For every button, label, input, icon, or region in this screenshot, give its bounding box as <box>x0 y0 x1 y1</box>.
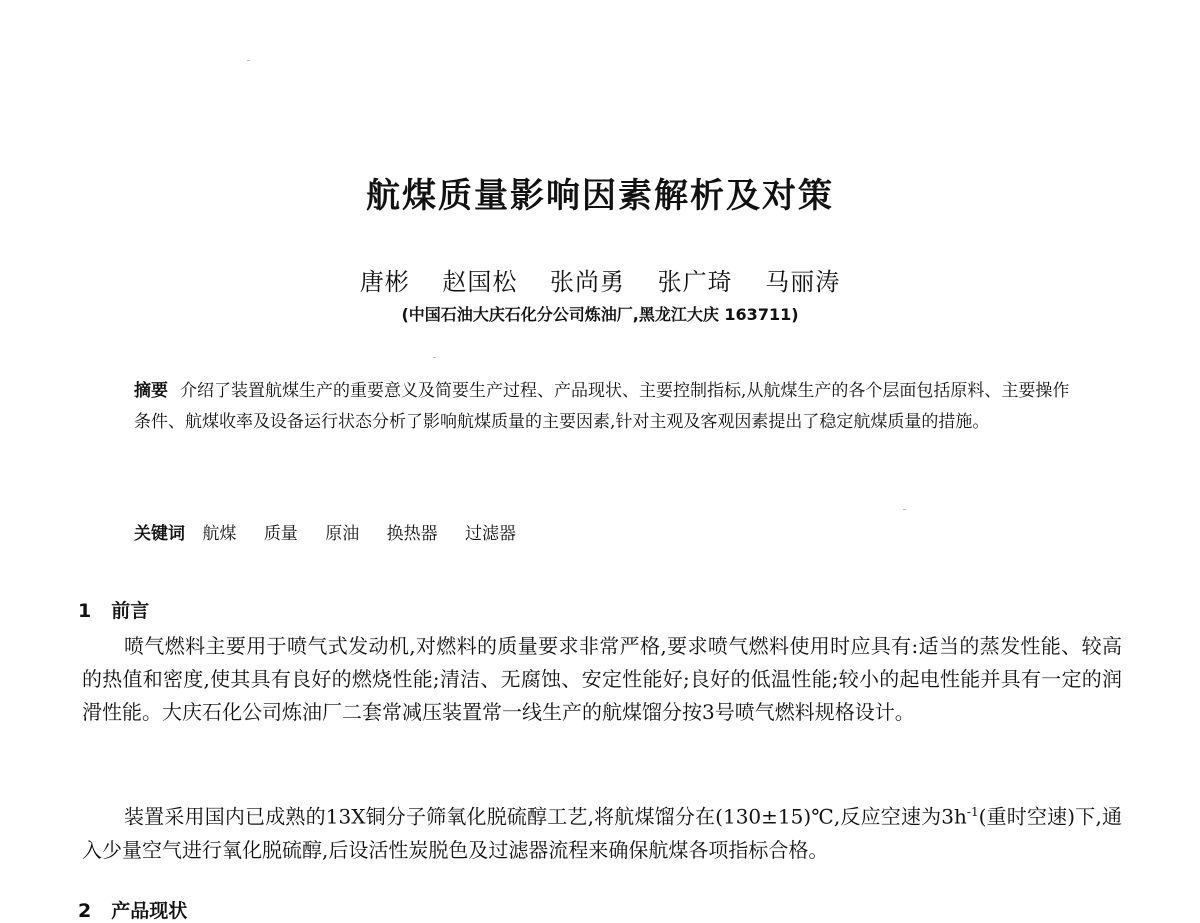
author-name: 赵国松 <box>442 268 518 296</box>
paragraph-text: 装置采用国内已成熟的13X铜分子筛氧化脱硫醇工艺,将航煤馏分在(130±15)℃,反应空速为3h <box>124 804 967 829</box>
section-number: 2 <box>78 900 92 922</box>
keyword: 过滤器 <box>465 524 517 544</box>
abstract-text: 介绍了装置航煤生产的重要意义及简要生产过程、产品现状、主要控制指标,从航煤生产的各个层面包括原料、主要操作条件、航煤收率及设备运行状态分析了影响航煤质量的主要因素,针对主观及客观因素提出了稳定航煤质量的措施。 <box>134 381 1070 432</box>
keywords-block <box>134 519 538 544</box>
paper-title: 航煤质量影响因素解析及对策 <box>366 176 834 216</box>
body-paragraph: 喷气燃料主要用于喷气式发动机,对燃料的质量要求非常严格,要求喷气燃料使用时应具有:适当的蒸发性能、较高的热值和密度,使其具有良好的燃烧性能;清洁、无腐蚀、安定性能好;良好的低温性能;较小的起电性能并具有一定的润滑性能。大庆石化公司炼油厂二套常减压装置常一线生产的航煤馏分按3号喷气燃料规格设计。 <box>82 634 1122 724</box>
scan-speck <box>903 509 906 510</box>
section-title: 前言 <box>111 600 150 622</box>
author-affiliation: (中国石油大庆石化分公司炼油厂,黑龙江大庆 163711) <box>401 305 799 324</box>
section-title: 产品现状 <box>111 900 188 922</box>
scan-speck <box>247 60 250 61</box>
author-name: 张尚勇 <box>550 268 625 296</box>
body-paragraph <box>82 796 1122 867</box>
section-heading-intro <box>78 596 149 623</box>
section-heading-product-status <box>78 896 187 923</box>
section-number: 1 <box>78 600 92 622</box>
author-name: 唐彬 <box>359 268 410 296</box>
paragraph-text: (重时空速)下,通入少量空气进行氧化脱硫醇,后设活性炭脱色及过滤器流程来确保航煤各项指标合格。 <box>82 804 1122 862</box>
keyword: 质量 <box>263 524 298 544</box>
scan-speck <box>433 357 436 358</box>
keyword: 航煤 <box>202 524 237 544</box>
keywords-label: 关键词 <box>134 524 185 544</box>
keyword: 原油 <box>325 524 360 544</box>
author-name: 马丽涛 <box>765 268 841 296</box>
keyword: 换热器 <box>386 524 438 544</box>
abstract-block <box>134 376 1074 438</box>
author-name: 张广琦 <box>657 268 733 296</box>
abstract-label: 摘要 <box>134 381 168 401</box>
author-list <box>0 262 1200 297</box>
superscript: -1 <box>966 805 979 819</box>
